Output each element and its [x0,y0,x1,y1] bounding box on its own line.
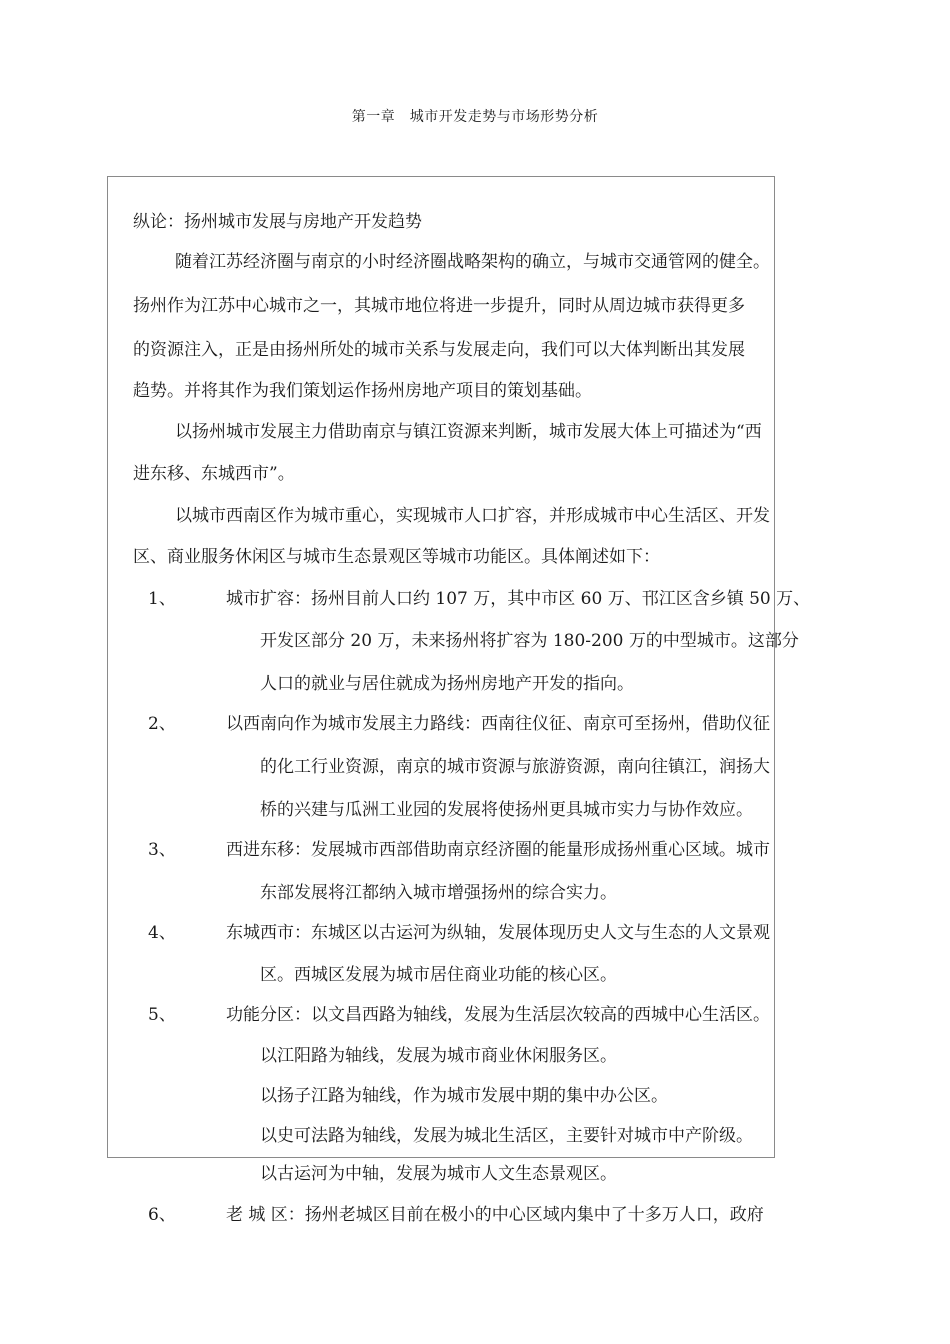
intro-p3-line-2: 区、商业服务休闲区与城市生态景观区等城市功能区。具体阐述如下： [133,547,660,567]
item-4-line-2: 区。西城区发展为城市居住商业功能的核心区。 [260,965,617,985]
item-2-line-3: 桥的兴建与瓜洲工业园的发展将使扬州更具城市实力与协作效应。 [260,800,753,820]
intro-p1-line-1: 随着江苏经济圈与南京的小时经济圈战略架构的确立，与城市交通管网的健全。 [175,252,770,272]
item-1-line-3: 人口的就业与居住就成为扬州房地产开发的指向。 [260,674,634,694]
intro-p1-line-4: 趋势。并将其作为我们策划运作扬州房地产项目的策划基础。 [133,381,592,401]
item-2-line-1: 以西南向作为城市发展主力路线：西南往仪征、南京可至扬州，借助仪征 [226,714,770,734]
item-1-line-1: 城市扩容：扬州目前人口约 107 万，其中市区 60 万、邗江区含乡镇 50 万、 [226,589,811,609]
item-5-number: 5、 [148,1005,176,1025]
item-3-number: 3、 [148,840,176,860]
item-6-number: 6、 [148,1205,176,1225]
item-2-line-2: 的化工行业资源，南京的城市资源与旅游资源，南向往镇江，润扬大 [260,757,770,777]
intro-p1-line-2: 扬州作为江苏中心城市之一，其城市地位将进一步提升，同时从周边城市获得更多 [133,296,745,316]
item-5-line-2: 以江阳路为轴线，发展为城市商业休闲服务区。 [260,1046,617,1066]
item-3-line-1: 西进东移：发展城市西部借助南京经济圈的能量形成扬州重心区域。城市 [226,840,770,860]
item-1-number: 1、 [148,589,176,609]
page-header: 第一章 城市开发走势与市场形势分析 [351,109,599,125]
item-4-line-1: 东城西市：东城区以古运河为纵轴，发展体现历史人文与生态的人文景观 [226,923,770,943]
item-3-line-2: 东部发展将江都纳入城市增强扬州的综合实力。 [260,883,617,903]
intro-p1-line-3: 的资源注入，正是由扬州所处的城市关系与发展走向，我们可以大体判断出其发展 [133,340,745,360]
item-6-line-1: 老 城 区：扬州老城区目前在极小的中心区域内集中了十多万人口，政府 [226,1205,764,1225]
intro-p3-line-1: 以城市西南区作为城市重心，实现城市人口扩容，并形成城市中心生活区、开发 [175,506,770,526]
item-5-line-1: 功能分区：以文昌西路为轴线，发展为生活层次较高的西城中心生活区。 [226,1005,770,1025]
section-title: 纵论：扬州城市发展与房地产开发趋势 [133,212,422,232]
item-1-line-2: 开发区部分 20 万，未来扬州将扩容为 180-200 万的中型城市。这部分 [260,631,799,651]
intro-p2-line-2: 进东移、东城西市”。 [133,464,295,484]
item-5-line-3: 以扬子江路为轴线，作为城市发展中期的集中办公区。 [260,1086,668,1106]
item-5-line-5: 以古运河为中轴，发展为城市人文生态景观区。 [260,1164,617,1184]
item-5-line-4: 以史可法路为轴线，发展为城北生活区，主要针对城市中产阶级。 [260,1126,753,1146]
intro-p2-line-1: 以扬州城市发展主力借助南京与镇江资源来判断，城市发展大体上可描述为“西 [175,422,762,442]
item-2-number: 2、 [148,714,176,734]
item-4-number: 4、 [148,923,176,943]
